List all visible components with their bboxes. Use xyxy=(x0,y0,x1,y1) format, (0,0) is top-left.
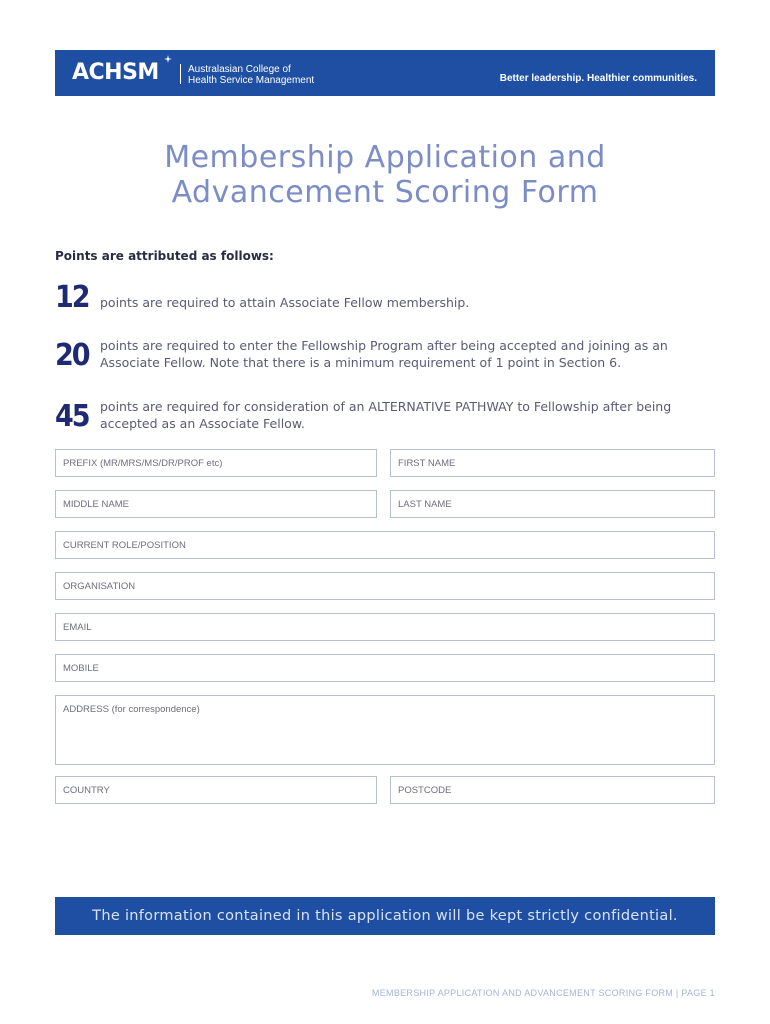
email-field[interactable] xyxy=(55,613,715,641)
organisation-field[interactable] xyxy=(55,572,715,600)
page-footer: MEMBERSHIP APPLICATION AND ADVANCEMENT SCORING FORM | PAGE 1 xyxy=(371,988,715,998)
points-description: points are required for consideration of an ALTERNATIVE PATHWAY to Fellowship after being accepted as an Associate Fellow. xyxy=(100,399,672,431)
college-name-line2: Health Service Management xyxy=(188,75,315,86)
middle-name-label: MIDDLE NAME xyxy=(63,499,129,510)
first-name-field[interactable] xyxy=(390,449,715,477)
last-name-field[interactable] xyxy=(390,490,715,518)
page-title xyxy=(0,140,770,210)
star-icon xyxy=(164,55,172,63)
mobile-label: MOBILE xyxy=(63,663,99,674)
address-label: ADDRESS (for correspondence) xyxy=(63,704,200,715)
prefix-label: PREFIX (MR/MRS/MS/DR/PROF etc) xyxy=(63,458,223,469)
points-intro: Points are attributed as follows: xyxy=(55,249,274,263)
country-label: COUNTRY xyxy=(63,785,110,796)
prefix-field[interactable] xyxy=(55,449,377,477)
points-number: 12 xyxy=(55,280,89,315)
achsm-logo: ACHSM xyxy=(72,60,159,85)
postcode-field[interactable] xyxy=(390,776,715,804)
last-name-label: LAST NAME xyxy=(398,499,452,510)
organisation-label: ORGANISATION xyxy=(63,581,136,592)
postcode-label: POSTCODE xyxy=(398,785,452,796)
first-name-label: FIRST NAME xyxy=(398,458,456,469)
title-line2: Advancement Scoring Form xyxy=(171,175,599,210)
college-name-line1: Australasian College of xyxy=(188,64,291,75)
address-field[interactable] xyxy=(55,695,715,765)
role-field[interactable] xyxy=(55,531,715,559)
email-label: EMAIL xyxy=(63,622,92,633)
confidentiality-banner: The information contained in this application will be kept strictly confidential. xyxy=(55,897,715,935)
points-description: points are required to attain Associate Fellow membership. xyxy=(100,295,470,310)
logo-divider xyxy=(180,64,181,84)
tagline: Better leadership. Healthier communities. xyxy=(499,73,697,84)
points-number: 45 xyxy=(55,399,89,434)
header-banner xyxy=(55,50,715,96)
middle-name-field[interactable] xyxy=(55,490,377,518)
country-field[interactable] xyxy=(55,776,377,804)
title-line1: Membership Application and xyxy=(164,140,606,175)
points-description: points are required to enter the Fellowship Program after being accepted and joining as an Associate Fellow. Note that there is a minimum requirement of 1 point in Section 6. xyxy=(100,338,668,370)
points-number: 20 xyxy=(55,338,89,373)
role-label: CURRENT ROLE/POSITION xyxy=(63,540,186,551)
mobile-field[interactable] xyxy=(55,654,715,682)
